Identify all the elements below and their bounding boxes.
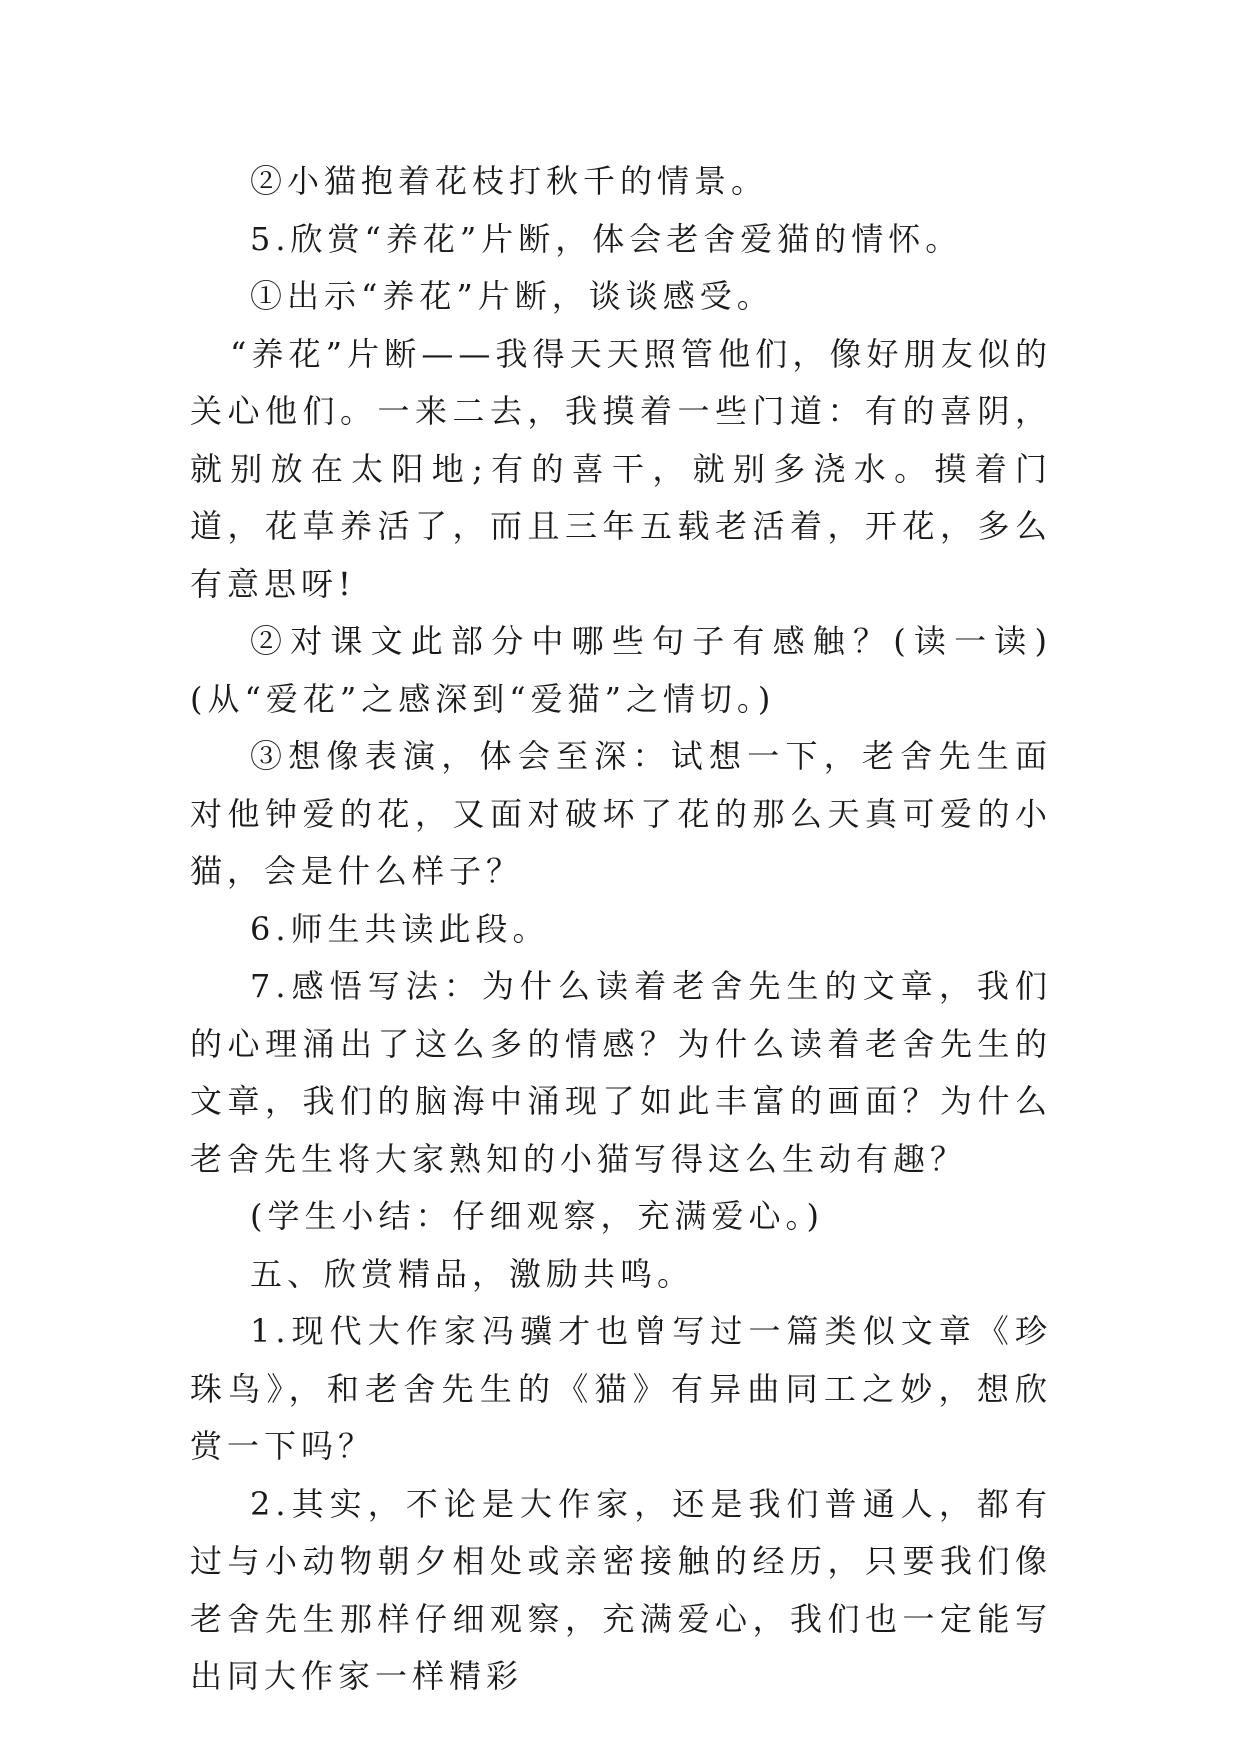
paragraph-step-7: 7.感悟写法：为什么读着老舍先生的文章，我们的心理涌出了这么多的情感？为什么读着老舍先生的文章，我们的脑海中涌现了如此丰富的画面？为什么老舍先生将大家熟知的小猫写得这么生动有趣？ <box>190 967 1052 1178</box>
paragraph-imagine-performance: ③想像表演，体会至深：试想一下，老舍先生面对他钟爱的花，又面对破坏了花的那么天真可爱的小猫，会是什么样子？ <box>190 737 1052 890</box>
paragraph-student-summary: (学生小结：仔细观察，充满爱心。) <box>250 1197 824 1235</box>
section-heading-five: 五、欣赏精品，激励共鸣。 <box>250 1254 695 1293</box>
paragraph-excerpt-quote: “养花”片断——我得天天照管他们，像好朋友似的关心他们。一来二去，我摸着一些门道：有的喜阴，就别放在太阳地;有的喜干，就别多浇水。摸着门道，花草养活了，而且三年五载老活着，开花，多么有意思呀! <box>190 334 1052 603</box>
paragraph-scene-swing: ②小猫抱着花枝打秋千的情景。 <box>250 162 769 200</box>
paragraph-item-2: 2.其实，不论是大作家，还是我们普通人，都有过与小动物朝夕相处或亲密接触的经历，只要我们像老舍先生那样仔细观察，充满爱心，我们也一定能写出同大作家一样精彩 <box>190 1484 1052 1695</box>
paragraph-step-6: 6.师生共读此段。 <box>250 909 550 948</box>
paragraph-item-1: 1.现代大作家冯骥才也曾写过一篇类似文章《珍珠鸟》，和老舍先生的《猫》有异曲同工之妙，想欣赏一下吗？ <box>190 1312 1052 1465</box>
paragraph-show-excerpt: ①出示“养花”片断，谈谈感受。 <box>250 277 774 315</box>
document-body <box>190 153 1052 1706</box>
paragraph-question-sentences: ②对课文此部分中哪些句子有感触？(读一读)(从“爱花”之感深到“爱猫”之情切。) <box>190 622 1052 718</box>
paragraph-step-5: 5.欣赏“养花”片断，体会老舍爱猫的情怀。 <box>250 219 963 258</box>
